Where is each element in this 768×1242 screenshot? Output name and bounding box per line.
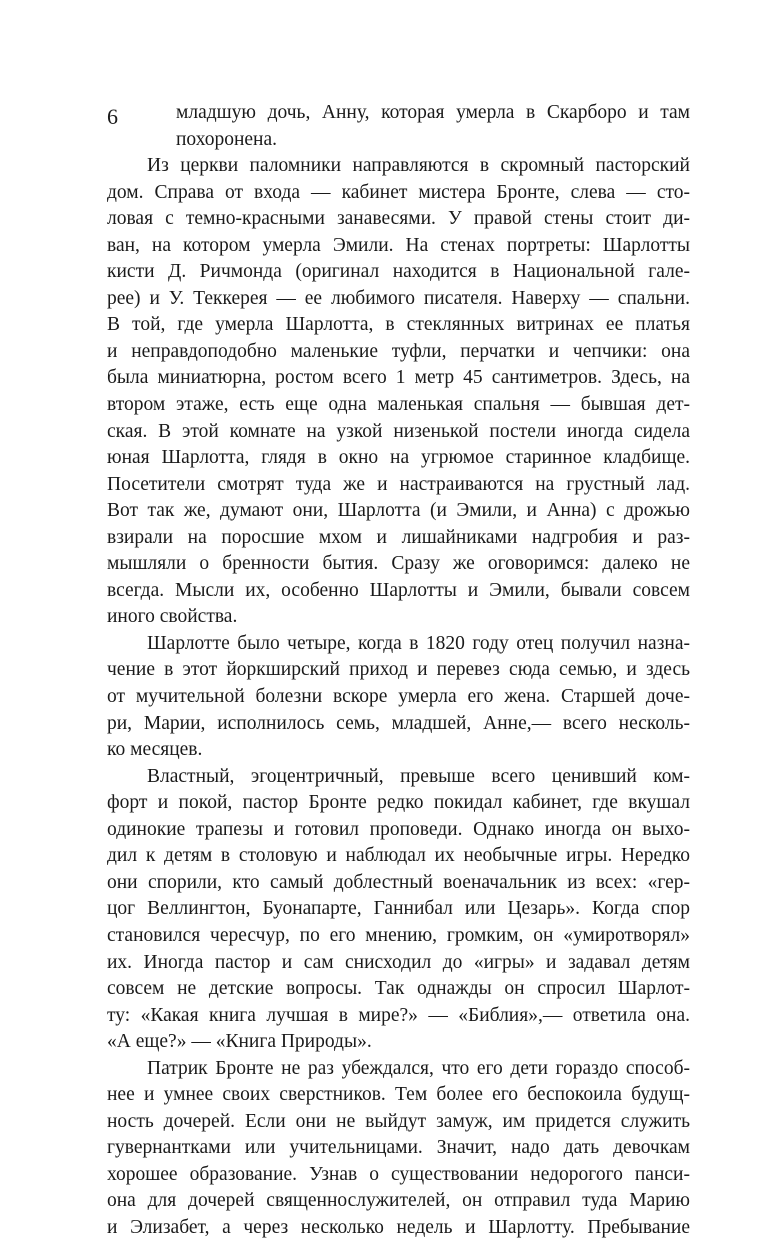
text-line: похоронена. bbox=[176, 128, 278, 150]
page-body bbox=[107, 100, 690, 1242]
text-line: от мучительной болезни вскоре умерла его жена. Старшей доче- bbox=[107, 686, 690, 708]
text-line: была миниатюрна, ростом всего 1 метр 45 сантиметров. Здесь, на bbox=[107, 367, 690, 389]
text-line: всегда. Мысли их, особенно Шарлотты и Эмили, бывали совсем bbox=[107, 579, 690, 601]
text-line: ван, на котором умерла Эмили. На стенах портреты: Шарлотты bbox=[107, 234, 690, 256]
text-line: дом. Справа от входа — кабинет мистера Бронте, слева — сто- bbox=[107, 181, 690, 203]
text-line: дил к детям в столовую и наблюдал их необычные игры. Нередко bbox=[107, 845, 690, 867]
text-line: ность дочерей. Если они не выйдут замуж, им придется служить bbox=[107, 1110, 690, 1132]
text-line: ко месяцев. bbox=[107, 739, 203, 761]
text-line: юная Шарлотта, глядя в окно на угрюмое старинное кладбище. bbox=[107, 447, 690, 469]
page-number: 6 bbox=[107, 104, 118, 129]
text-line: Шарлотте было четыре, когда в 1820 году отец получил назна- bbox=[147, 632, 690, 654]
text-line: Из церкви паломники направляются в скромный пасторский bbox=[147, 155, 690, 177]
text-line: их. Иногда пастор и сам снисходил до «игры» и задавал детям bbox=[107, 951, 690, 973]
text-line: иного свойства. bbox=[107, 606, 238, 628]
text-line: становился чересчур, по его мнению, громким, он «умиротворял» bbox=[107, 924, 690, 946]
text-line: хорошее образование. Узнав о существовании недорогого панси- bbox=[107, 1163, 690, 1185]
text-line: цог Веллингтон, Буонапарте, Ганнибал или Цезарь». Когда спор bbox=[107, 898, 690, 920]
text-line: и Элизабет, а через несколько недель и Шарлотту. Пребывание bbox=[107, 1216, 690, 1238]
text-line: «А еще?» — «Книга Природы». bbox=[107, 1031, 372, 1053]
text-line: мышляли о бренности бытия. Сразу же оговоримся: далеко не bbox=[107, 553, 690, 575]
text-line: рее) и У. Теккерея — ее любимого писателя. Наверху — спальни. bbox=[107, 287, 690, 309]
text-line: ская. В этой комнате на узкой низенькой постели иногда сидела bbox=[107, 420, 690, 442]
text-line: Патрик Бронте не раз убеждался, что его дети гораздо способ- bbox=[147, 1057, 690, 1079]
text-line: Посетители смотрят туда же и настраиваются на грустный лад. bbox=[107, 473, 690, 495]
text-line: взирали на поросшие мхом и лишайниками надгробия и раз- bbox=[107, 526, 690, 548]
text-line: Властный, эгоцентричный, превыше всего ценивший ком- bbox=[147, 765, 690, 787]
text-line: ту: «Какая книга лучшая в мире?» — «Библия»,— ответила она. bbox=[107, 1004, 690, 1026]
text-line: В той, где умерла Шарлотта, в стеклянных витринах ее платья bbox=[107, 314, 690, 336]
text-line: кисти Д. Ричмонда (оригинал находится в Национальной гале- bbox=[107, 261, 690, 283]
text-line: совсем не детские вопросы. Так однажды он спросил Шарлот- bbox=[107, 978, 690, 1000]
text-line: чение в этот йоркширский приход и перевез сюда семью, и здесь bbox=[107, 659, 690, 681]
text-line: ловая с темно-красными занавесями. У правой стены стоит ди- bbox=[107, 208, 690, 230]
text-line: она для дочерей священнослужителей, он отправил туда Марию bbox=[107, 1190, 690, 1212]
text-line: младшую дочь, Анну, которая умерла в Скарборо и там bbox=[176, 102, 690, 123]
text-line: Вот так же, думают они, Шарлотта (и Эмили, и Анна) с дрожью bbox=[107, 500, 690, 522]
text-line: ри, Марии, исполнилось семь, младшей, Анне,— всего несколь- bbox=[107, 712, 690, 734]
text-line: гувернантками или учительницами. Значит, надо дать девочкам bbox=[107, 1137, 690, 1159]
text-line: и неправдоподобно маленькие туфли, перчатки и чепчики: она bbox=[107, 340, 690, 362]
text-line: форт и покой, пастор Бронте редко покидал кабинет, где вкушал bbox=[107, 792, 690, 814]
text-line: втором этаже, есть еще одна маленькая спальня — бывшая дет- bbox=[107, 394, 690, 416]
text-line: они спорили, кто самый доблестный военачальник из всех: «гер- bbox=[107, 871, 690, 893]
text-line: одинокие трапезы и готовил проповеди. Однако иногда он выхо- bbox=[107, 818, 690, 840]
text-line: нее и умнее своих сверстников. Тем более его беспокоила будущ- bbox=[107, 1084, 690, 1106]
